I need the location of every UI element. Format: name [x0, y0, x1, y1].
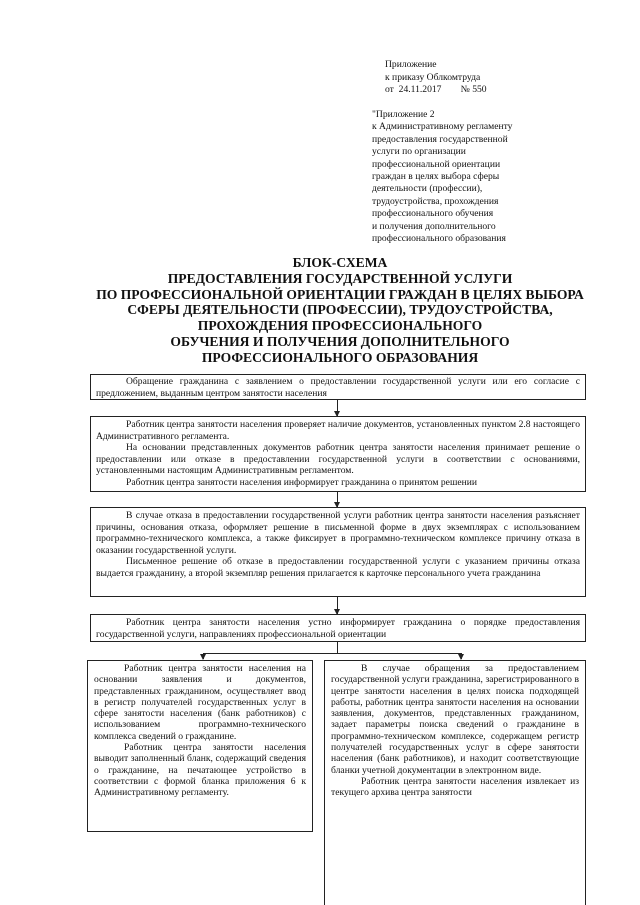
- flow-box-refusal: [90, 507, 586, 597]
- appendix2-line: трудоустройства, прохождения: [372, 195, 499, 207]
- appendix2-line: и получения дополнительного: [372, 220, 496, 232]
- box-text: В случае отказа в предоставлении государственной услуги работник центра занятости населения разъясняет причины, основания отказа, оформляет решение в письменной форме в двух экземплярах с использованием программно-технического комплекса, а также фиксирует в программно-техническом комплексе причину отказа в оказании государственной услуги.: [96, 510, 580, 556]
- title-line: ПРОХОЖДЕНИЯ ПРОФЕССИОНАЛЬНОГО: [197, 318, 483, 334]
- flow-connector: [337, 642, 338, 653]
- title-line: БЛОК-СХЕМА: [292, 255, 388, 270]
- appendix-line: к приказу Облкомтруда: [385, 71, 481, 83]
- appendix2-line: услуги по организации: [372, 146, 466, 158]
- box-text: На основании представленных документов работник центра занятости населения принимает решение о предоставлении или отказе в предоставлении государственной услуги в соответствии с основаниями, установленными настоящим Административным регламентом.: [96, 442, 580, 477]
- flow-arrow: [337, 597, 338, 614]
- flow-box-inform-oral: [90, 614, 586, 642]
- box-text: Работник центра занятости населения выводит заполненный бланк, содержащий сведения о гражданине, на печатающее устройство в соответствии с формой бланка приложения 6 к Административному регламенту.: [94, 742, 306, 799]
- flow-branch-line: [203, 653, 461, 654]
- appendix2-block: [372, 109, 577, 245]
- flow-box-application: [90, 374, 586, 400]
- appendix2-line: "Приложение 2: [372, 109, 435, 120]
- box-text: Работник центра занятости населения устно информирует гражданина о порядке предоставления государственной услуги, направлениях профессиональной ориентации: [96, 617, 580, 640]
- appendix2-line: деятельности (профессии),: [372, 183, 483, 195]
- box-text: Письменное решение об отказе в предоставлении государственной услуги с указанием причины отказа выдается гражданину, а второй экземпляр решения прилагается к карточке персонального учета гражданина: [96, 556, 580, 579]
- flow-box-register-entry: [87, 660, 313, 832]
- flow-arrow-right: [461, 653, 462, 659]
- title-line: ПРОФЕССИОНАЛЬНОГО ОБРАЗОВАНИЯ: [201, 349, 479, 365]
- appendix2-line: профессиональной ориентации: [372, 158, 501, 170]
- appendix2-line: профессионального образования: [372, 233, 506, 245]
- flow-arrow: [337, 492, 338, 507]
- flow-box-search-registered: [324, 660, 586, 905]
- title-line: СФЕРЫ ДЕЯТЕЛЬНОСТИ (ПРОФЕССИИ), ТРУДОУСТРОЙСТВА,: [127, 302, 553, 318]
- box-text: Работник центра занятости населения информирует гражданина о принятом решении: [126, 476, 477, 488]
- appendix-line: Приложение: [385, 59, 437, 70]
- appendix2-line: граждан в целях выбора сферы: [372, 171, 500, 183]
- box-text: Работник центра занятости населения на основании заявления и документов, представленных гражданином, осуществляет ввод в регистр получателей государственных услуг в сфере занятости населения (банк работников) с использованием программно-технического комплекса сведений о гражданине.: [94, 663, 306, 742]
- title-line: ОБУЧЕНИЯ И ПОЛУЧЕНИЯ ДОПОЛНИТЕЛЬНОГО: [170, 333, 510, 349]
- flow-box-check-documents: [90, 416, 586, 492]
- appendix2-line: к Административному регламенту: [372, 121, 513, 133]
- title-line: ПРЕДОСТАВЛЕНИЯ ГОСУДАРСТВЕННОЙ УСЛУГИ: [167, 270, 513, 286]
- box-text: Работник центра занятости населения проверяет наличие документов, установленных пунктом 2.8 настоящего Административного регламента.: [96, 419, 580, 442]
- appendix-line: от 24.11.2017 № 550: [385, 84, 487, 96]
- title-line: ПО ПРОФЕССИОНАЛЬНОЙ ОРИЕНТАЦИИ ГРАЖДАН В ЦЕЛЯХ ВЫБОРА: [96, 286, 584, 302]
- appendix-header: [385, 59, 575, 97]
- appendix2-line: предоставления государственной: [372, 133, 508, 145]
- box-text: Работник центра занятости населения извлекает из текущего архива центра занятости: [331, 775, 579, 799]
- document-title: [70, 255, 610, 366]
- appendix2-line: профессионального обучения: [372, 208, 494, 220]
- box-text: В случае обращения за предоставлением государственной услуги гражданина, зарегистрированного в центре занятости населения в целях поиска подходящей работы, работник центра занятости населения на основании заявления, документов, представленных гражданином, задает параметры поиска сведений о гражданине в программно-техническом комплексе, содержащем регистр получателей государственных услуг в сфере занятости населения (банк работников), и находит соответствующие бланки учетной документации в электронном виде.: [331, 663, 579, 776]
- flow-arrow-left: [203, 653, 204, 659]
- flow-arrow: [337, 400, 338, 416]
- box-text: Обращение гражданина с заявлением о предоставлении государственной услуги или его согласие с предложением, выданным центром занятости населения: [96, 376, 580, 399]
